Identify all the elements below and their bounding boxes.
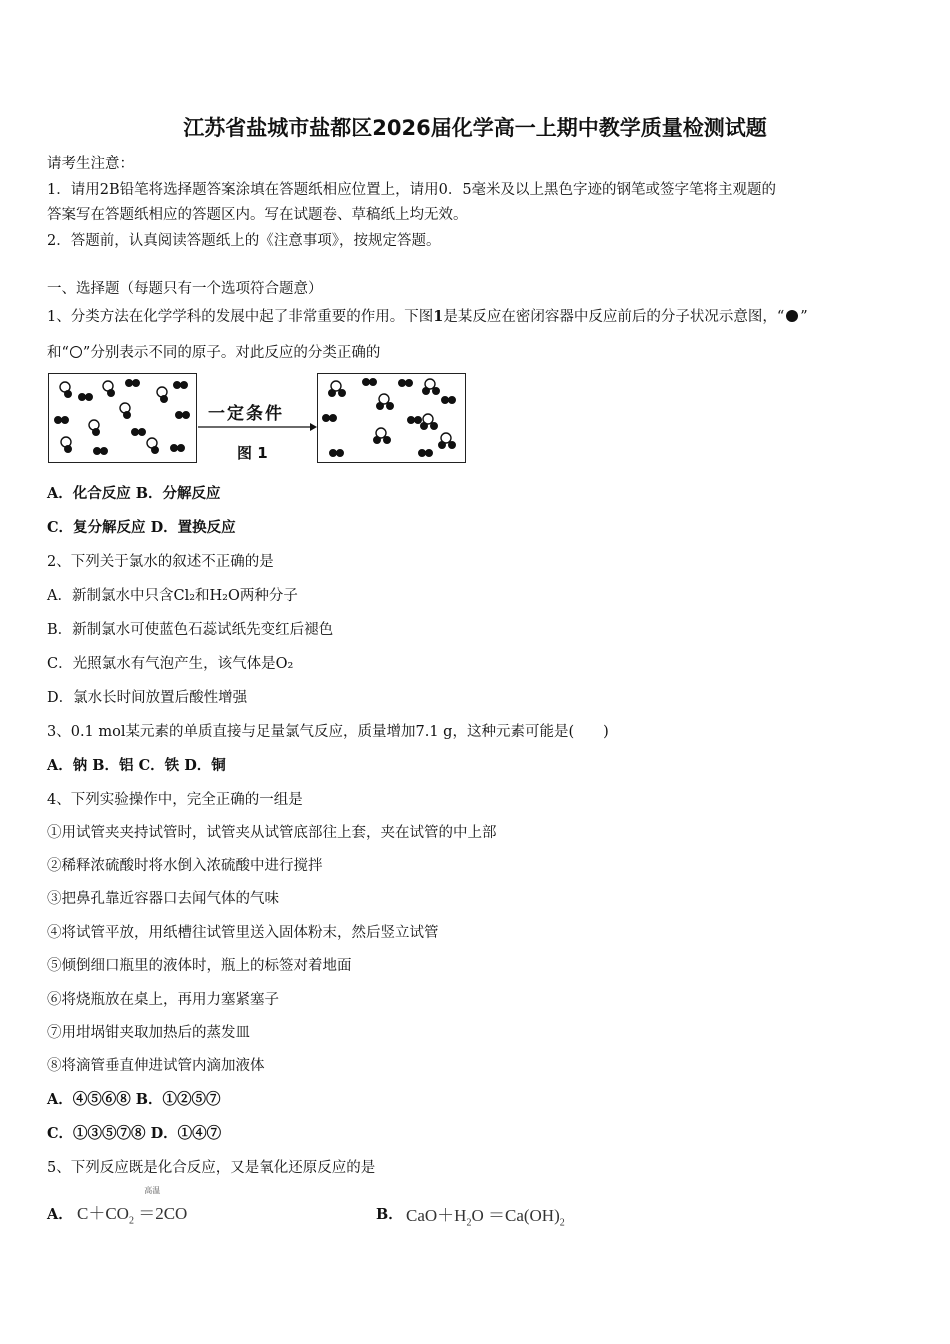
after-box bbox=[317, 373, 466, 463]
hollow-atom-icon bbox=[70, 346, 82, 358]
section-heading: 一、选择题（每题只有一个选项符合题意） bbox=[47, 281, 323, 297]
q4-item: ④将试管平放，用纸槽往试管里送入固体粉末，然后竖立试管 bbox=[47, 925, 439, 941]
after-molecules bbox=[318, 374, 465, 462]
notice-item-1-line-2: 答案写在答题纸相应的答题区内。写在试题卷、草稿纸上均无效。 bbox=[47, 207, 468, 223]
q2-option-d: D．氯水长时间放置后酸性增强 bbox=[47, 690, 248, 706]
q5-option-b-label: B． bbox=[376, 1206, 403, 1223]
q2-stem: 2、下列关于氯水的叙述不正确的是 bbox=[47, 554, 274, 570]
q1-options-ab: A．化合反应 B．分解反应 bbox=[47, 485, 221, 502]
q4-item: ⑧将滴管垂直伸进试管内滴加液体 bbox=[47, 1058, 265, 1074]
q4-item: ①用试管夹夹持试管时，试管夹从试管底部往上套，夹在试管的中上部 bbox=[47, 825, 497, 841]
arrow-condition-label: 一定条件 bbox=[208, 404, 284, 424]
q4-options-cd: C．①③⑤⑦⑧ D．①④⑦ bbox=[47, 1125, 222, 1142]
q4-stem: 4、下列实验操作中，完全正确的一组是 bbox=[47, 792, 303, 808]
q4-item: ⑦用坩埚钳夹取加热后的蒸发皿 bbox=[47, 1025, 250, 1041]
page-title: 江苏省盐城市盐都区2026届化学高一上期中教学质量检测试题 bbox=[183, 116, 767, 140]
q1-stem-line-2: 和“ ”分别表示不同的原子。对此反应的分类正确的 bbox=[47, 345, 381, 361]
condition-label: 高温 bbox=[144, 1186, 161, 1195]
before-molecules bbox=[49, 374, 196, 462]
q4-item: ②稀释浓硫酸时将水倒入浓硫酸中进行搅拌 bbox=[47, 858, 323, 874]
notice-heading: 请考生注意： bbox=[47, 156, 134, 172]
q4-item: ⑤倾倒细口瓶里的液体时，瓶上的标签对着地面 bbox=[47, 958, 352, 974]
q5-stem: 5、下列反应既是化合反应，又是氧化还原反应的是 bbox=[47, 1160, 376, 1176]
q2-option-c: C．光照氯水有气泡产生，该气体是O₂ bbox=[47, 656, 294, 672]
q4-options-ab: A．④⑤⑥⑧ B．①②⑤⑦ bbox=[47, 1091, 221, 1108]
q3-options: A．钠 B．铝 C．铁 D．铜 bbox=[47, 757, 226, 774]
q1-stem-line-1: 1、分类方法在化学学科的发展中起了非常重要的作用。下图1是某反应在密闭容器中反应前后的分子状况示意图，“ ” bbox=[47, 308, 808, 325]
notice-item-1-line-1: 1．请用2B铅笔将选择题答案涂填在答题纸相应位置上，请用0．5毫米及以上黑色字迹的钢笔或签字笔将主观题的 bbox=[47, 182, 777, 198]
q1-options-cd: C．复分解反应 D．置换反应 bbox=[47, 519, 236, 536]
q4-item: ③把鼻孔靠近容器口去闻气体的气味 bbox=[47, 891, 279, 907]
q3-stem: 3、0.1 mol某元素的单质直接与足量氯气反应，质量增加7.1 g，这种元素可能是( ) bbox=[47, 724, 609, 740]
q5-option-b-formula: $CaO+H_2O =Ca(OH)_2$ bbox=[406, 1206, 565, 1229]
filled-atom-icon bbox=[786, 310, 798, 322]
q4-item: ⑥将烧瓶放在桌上，再用力塞紧塞子 bbox=[47, 992, 279, 1008]
notice-item-2: 2．答题前，认真阅读答题纸上的《注意事项》，按规定答题。 bbox=[47, 233, 441, 249]
q2-option-a: A．新制氯水中只含Cl₂和H₂O两种分子 bbox=[47, 588, 298, 604]
q5-option-a-formula: $C+CO_2$ 高温 ＝2CO bbox=[77, 1186, 188, 1227]
q5-option-a-label: A． bbox=[47, 1206, 73, 1223]
q2-option-b: B．新制氯水可使蓝色石蕊试纸先变红后褪色 bbox=[47, 622, 334, 638]
figure-label: 图 1 bbox=[237, 444, 268, 462]
before-box bbox=[48, 373, 197, 463]
